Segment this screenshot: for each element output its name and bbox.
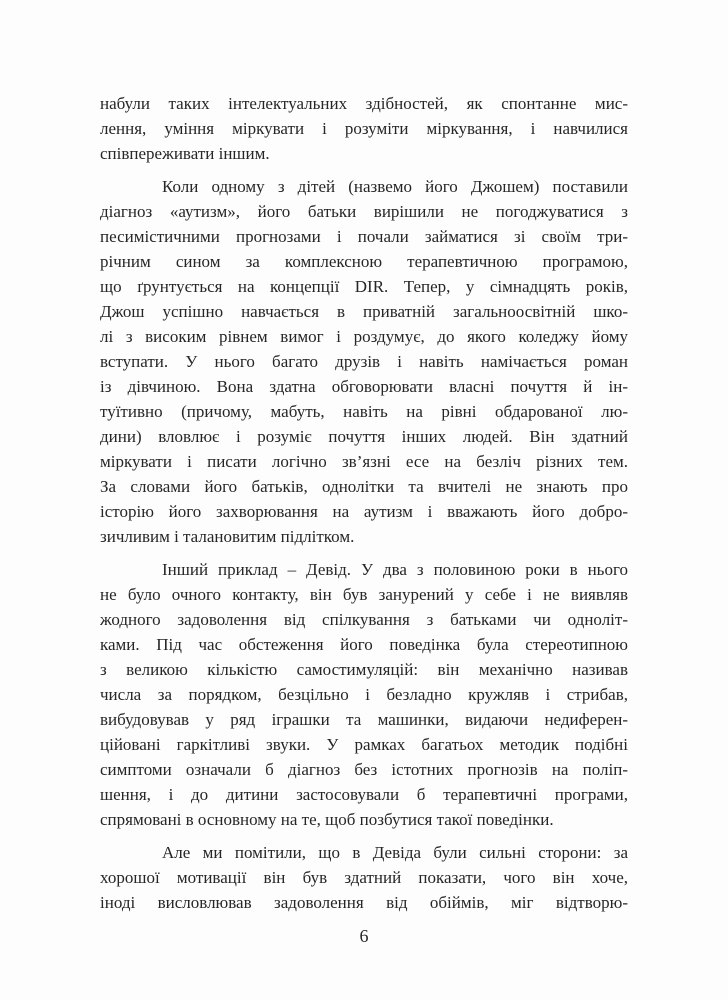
text-line: міркувати і писати логічно зв’язні есе на безліч різних тем. — [100, 452, 628, 471]
text-line: вступати. У нього багато друзів і навіть намічається роман — [100, 352, 628, 371]
text-line: зичливим і талановитим підлітком. — [100, 527, 355, 546]
text-line: Але ми помітили, що в Девіда були сильні сторони: за — [162, 843, 628, 862]
paragraph — [100, 840, 628, 915]
text-line: жодного задоволення від спілкування з батьками чи одноліт- — [100, 610, 628, 629]
text-line: вибудовував у ряд іграшки та машинки, видаючи недиферен- — [100, 710, 628, 729]
text-line: діагноз «аутизм», його батьки вирішили не погоджуватися з — [100, 202, 628, 221]
page-number: 6 — [359, 926, 369, 946]
text-line: шення, і до дитини застосовували б терапевтичні програми, — [100, 785, 628, 804]
text-line: співпереживати іншим. — [100, 144, 270, 163]
text-line: ційовані гаркітливі звуки. У рамках багатьох методик подібні — [100, 735, 628, 754]
text-line: туїтивно (причому, мабуть, навіть на рівні обдарованої лю- — [100, 402, 628, 421]
text-line: з великою кількістю самостимуляцій: він механічно називав — [100, 660, 628, 679]
text-line: Джош успішно навчається в приватній загальноосвітній шко- — [100, 302, 628, 321]
body-text — [100, 91, 628, 923]
text-line: річним сином за комплексною терапевтичною програмою, — [100, 252, 628, 271]
paragraph — [100, 557, 628, 832]
paragraph — [100, 174, 628, 549]
text-line: числа за порядком, безцільно і безладно кружляв і стрибав, — [100, 685, 628, 704]
text-line: дини) вловлює і розуміє почуття інших людей. Він здатний — [100, 427, 628, 446]
text-line: історію його захворювання на аутизм і вважають його добро- — [100, 502, 628, 521]
text-line: не було очного контакту, він був занурений у себе і не виявляв — [100, 585, 628, 604]
text-line: іноді висловлював задоволення від обіймів, міг відтворю- — [100, 893, 628, 912]
text-line: що ґрунтується на концепції DIR. Тепер, у сімнадцять років, — [100, 277, 628, 296]
text-line: лі з високим рівнем вимог і роздумує, до якого коледжу йому — [100, 327, 628, 346]
text-line: хорошої мотивації він був здатний показати, чого він хоче, — [100, 868, 628, 887]
text-line: із дівчиною. Вона здатна обговорювати власні почуття й ін- — [100, 377, 628, 396]
text-line: песимістичними прогнозами і почали займатися зі своїм три- — [100, 227, 628, 246]
text-line: симптоми означали б діагноз без істотних прогнозів на поліп- — [100, 760, 628, 779]
text-line: За словами його батьків, однолітки та вчителі не знають про — [100, 477, 628, 496]
text-line: Інший приклад – Девід. У два з половиною роки в нього — [162, 560, 628, 579]
text-line: Коли одному з дітей (назвемо його Джошем) поставили — [162, 177, 628, 196]
text-line: ками. Під час обстеження його поведінка була стереотипною — [100, 635, 628, 654]
text-line: спрямовані в основному на те, щоб позбутися такої поведінки. — [100, 810, 554, 829]
text-line: набули таких інтелектуальних здібностей, як спонтанне мис- — [100, 94, 628, 113]
text-line: лення, уміння міркувати і розуміти міркування, і навчилися — [100, 119, 628, 138]
paragraph — [100, 91, 628, 166]
